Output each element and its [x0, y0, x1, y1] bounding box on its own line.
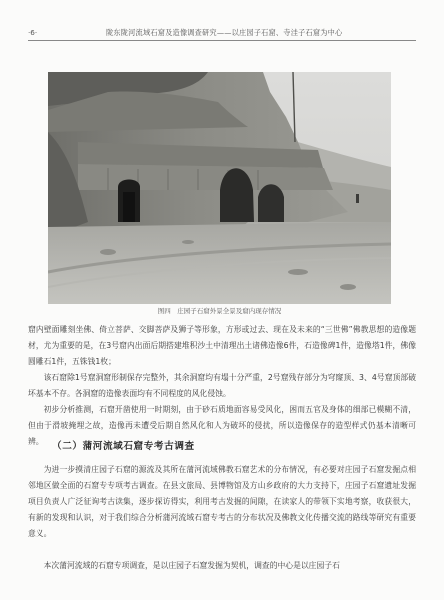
page-number: ·6· — [28, 28, 38, 37]
body-paragraph-3: 初步分析推测，石窟开凿使用一时期刻，由于砂石质地面容易受风化，困而五官及身体的细部已模糊不清，但由于滑坡掩埋之故，造像再未遭受后期自然风化和人为破坏的侵扰，所以造像保存的造型样式仍基本清晰可辨。 — [28, 405, 416, 446]
body-paragraph-2: 该石窟除1号窟洞窟形制保存完整外，其余洞窟均有塌十分严重，2号窟残存部分为穹窿顶、3、4号窟顶部破坏基本不存。各洞窟的造像表面均有不同程度的风化侵蚀。 — [28, 373, 416, 398]
body-paragraph-5: 本次蒲河流域的石窟专项调查，是以庄园子石窟发掘为契机，调查的中心是以庄园子石 — [43, 561, 340, 570]
section-heading: （二）蒲河流域石窟专考古调查 — [52, 441, 195, 452]
grotto-photograph — [48, 72, 391, 304]
header-rule — [28, 40, 416, 41]
body-paragraph-4: 为进一步摸清庄园子石窟的源流及其所在蒲河流域佛教石窟艺术的分布情况，有必要对庄园子石窟发掘点相邻地区做全面的石窟专专项考古调查。在县文旅局、县博物馆及方山乡政府的大力支持下，庄园子石窟遗址发掘项目负责人广泛征询考古读集，逐步探访得实，利用考古发掘的间隙，在读家人的带领下实地考察，收获很大，有新的发现和认识，对于我们综合分析蒲河流域石窟专考古的分布状况及佛教文化传播交流的路线等研究有重要意义。 — [28, 465, 416, 538]
body-paragraph-1: 窟内壁面雕刻坐佛、倚立菩萨、交脚菩萨及狮子等形象，方形或过去、现在及未来的“三世佛”佛教思想的造像题材，尤为重要的是，在3号窟内出面后期搭建堆积沙土中清理出土诸佛造像6件，石造像碑1件，造像塔1件，佛像圆雕石1件，五铢钱1枚； — [28, 325, 416, 366]
running-title: 陇东陇河流域石窟及造像调查研究——以庄园子石窟、寺洼子石窟为中心 — [106, 28, 343, 37]
running-header — [28, 26, 416, 40]
figure-caption: 图四 庄园子石窟外景全景及窟内现存情况 — [157, 307, 282, 315]
